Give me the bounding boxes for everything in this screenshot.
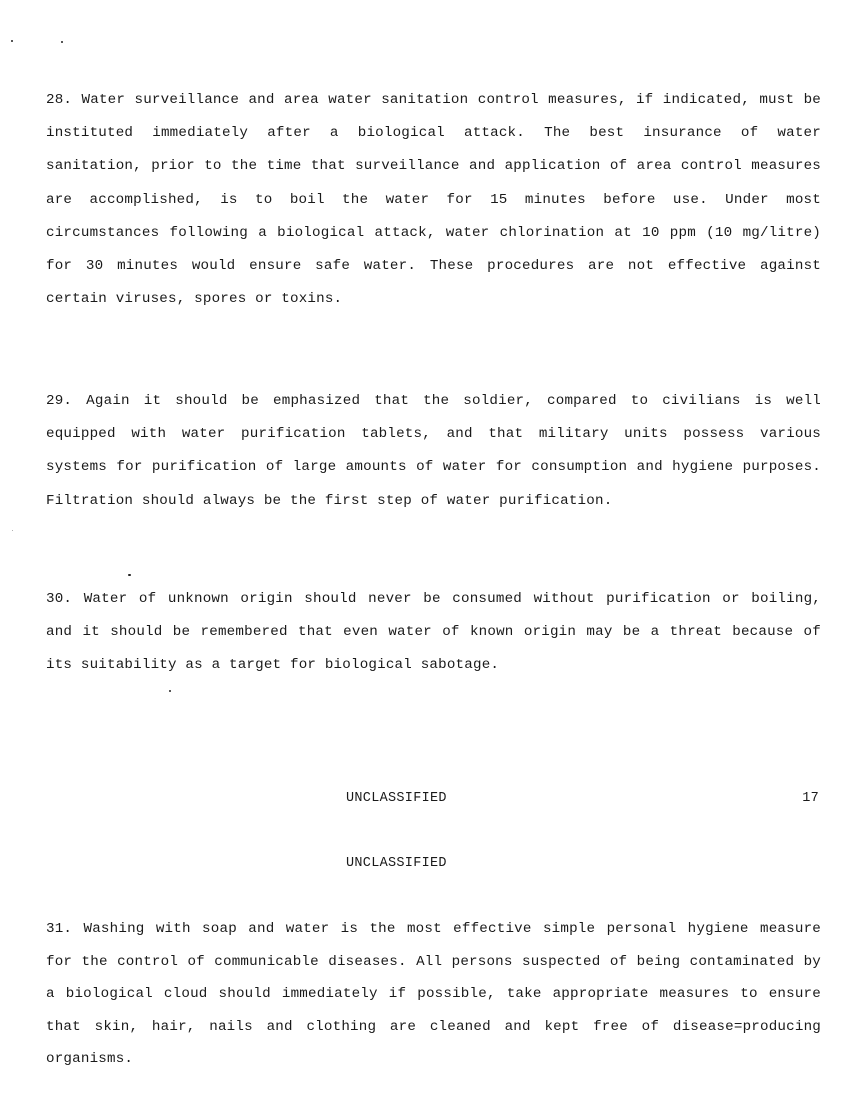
scan-speck — [12, 530, 13, 531]
footer-classification: UNCLASSIFIED — [346, 791, 447, 806]
paragraph-31: 31. Washing with soap and water is the most effective simple personal hygiene measure for the control of communicable diseases. All persons suspected of being contaminated by a biological cloud should immediately if possible, take appropriate measures to ensure that skin, hair, nails and clothing are cleaned and kept free of disease=producing organisms. — [46, 921, 821, 1068]
header-classification: UNCLASSIFIED — [346, 856, 447, 871]
paragraph-28: 28. Water surveillance and area water sanitation control measures, if indicated, must be instituted immediately after a biological attack. The best insurance of water sanitation, prior to the time that surveillance and application of area control measures are accomplished, is to boil the water for 15 minutes before use. Under most circumstances following a biological attack, water chlorination at 10 ppm (10 mg/litre) for 30 minutes would ensure safe water. These procedures are not effective against certain viruses, spores or toxins. — [46, 92, 821, 308]
paragraph-30: 30. Water of unknown origin should never be consumed without purification or boiling, and it should be remembered that even water of known origin may be a threat because of its suitability as a target for biological sabotage. — [46, 591, 821, 674]
scan-speck — [11, 40, 13, 42]
scan-speck — [169, 690, 171, 692]
page-number: 17 — [802, 791, 819, 806]
paragraph-29: 29. Again it should be emphasized that the soldier, compared to civilians is well equipped with water purification tablets, and that military units possess various systems for purification of large amounts of water for consumption and hygiene purposes. Filtration should always be the first step of water purification. — [46, 393, 821, 509]
scan-speck — [128, 574, 131, 576]
scan-speck — [61, 41, 63, 43]
